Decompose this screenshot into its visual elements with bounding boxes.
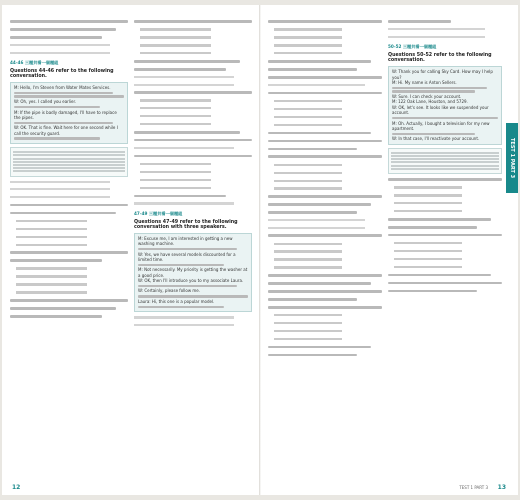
- left-page: [2, 5, 260, 495]
- conversation-44-46: [10, 82, 128, 144]
- dialogue-line: W: OK, then I'll introduce you to my associate Laura.: [138, 278, 244, 284]
- section-47-49-title: Questions 47-49 refer to the following conversation with three speakers.: [134, 219, 238, 230]
- book-spread: [2, 5, 518, 495]
- dialogue-line: W: OK, let's see. It looks like we suspended your account.: [392, 104, 489, 116]
- left-column-1: [10, 19, 128, 485]
- dialogue-line: M: Not necessarily. My priority is getting the washer at a good price.: [138, 267, 248, 278]
- dialogue-line: W: In that case, I'll reactivate your account.: [392, 136, 480, 142]
- dialogue-line: W: Thank you for calling Sky Card. How may I help you?: [392, 69, 493, 80]
- section-47-49-header: 47-49 三題共看一個題組: [134, 210, 183, 216]
- dialogue-line: M: Excuse me, I am interested in getting a new washing machine.: [138, 235, 233, 247]
- dialogue-line: M: 122 Oak Lane, Houston, and 5729.: [392, 99, 468, 105]
- section-50-52-header: 50-52 三題共看一個題組: [388, 44, 437, 50]
- right-column-2: [388, 19, 502, 485]
- page-number-right: 13: [497, 484, 506, 491]
- left-column-2: [134, 19, 252, 485]
- dialogue-line: W: Sure. I can check your account.: [392, 93, 462, 99]
- section-44-46-title: Questions 44-46 refer to the following conversation.: [10, 69, 114, 80]
- right-column-1: [268, 19, 382, 485]
- dialogue-line: M: Hello, I'm Steven from Water Mates Services.: [14, 85, 111, 91]
- page-footer: TEST 1 PART 3: [459, 485, 488, 490]
- page-number-left: 12: [12, 484, 21, 491]
- dialogue-line: M: If the pipe is badly damaged, I'll have to replace the pipes.: [14, 109, 117, 120]
- translation-box: [388, 148, 502, 174]
- dialogue-line: W: OK. That is fine. Wait here for one second while I call the security guard.: [14, 125, 118, 136]
- dialogue-line: M: Oh. Actually, I bought a television for my new apartment.: [392, 120, 490, 131]
- section-50-52-title: Questions 50-52 refer to the following conversation.: [388, 53, 492, 64]
- translation-box: [10, 147, 128, 177]
- side-tab: TEST 1 PART 3: [506, 123, 518, 193]
- dialogue-line: Laura: Hi, this one is a popular model.: [138, 298, 215, 304]
- dialogue-line: W: Certainly, please follow me.: [138, 288, 201, 294]
- right-page: [260, 5, 518, 495]
- dialogue-line: M: Hi. My name is Anton Sellers.: [392, 79, 457, 85]
- section-44-46-header: 44-46 三題共看一個題組: [10, 60, 59, 66]
- conversation-50-52: [388, 66, 502, 145]
- dialogue-line: W: Yes, we have several models discounted for a limited time.: [138, 251, 236, 262]
- dialogue-line: W: Oh, yes. I called you earlier.: [14, 99, 77, 105]
- conversation-47-49: [134, 233, 252, 312]
